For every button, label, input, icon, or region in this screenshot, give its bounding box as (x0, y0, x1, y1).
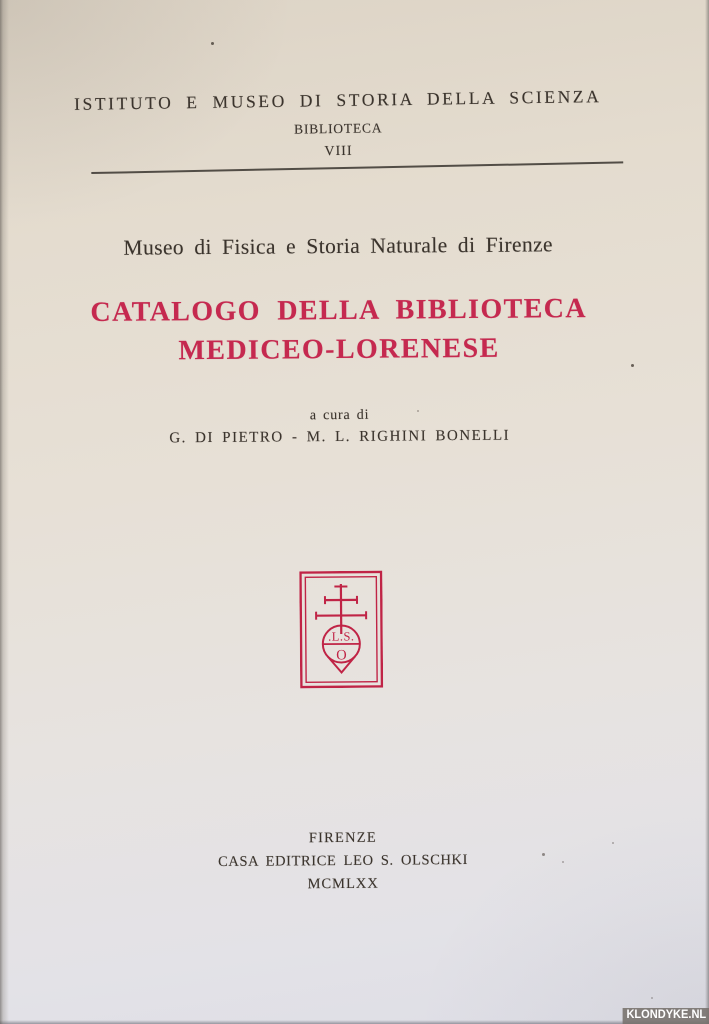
device-monogram-bottom: O (336, 647, 347, 664)
imprint-city: FIRENZE (308, 829, 377, 847)
paper-speck (612, 842, 614, 844)
watermark-badge: KLONDYKE.NL (623, 1008, 709, 1024)
imprint-year: MCMLXX (307, 875, 379, 893)
paper-speck (651, 997, 653, 999)
institute-name: ISTITUTO E MUSEO DI STORIA DELLA SCIENZA (74, 86, 602, 114)
lorraine-cross-icon (316, 584, 366, 634)
museum-name: Museo di Fisica e Storia Naturale di Firenze (123, 232, 554, 260)
series-header (0, 0, 676, 160)
curated-by-label: a cura di (309, 407, 370, 424)
series-volume-number: VIII (324, 143, 353, 160)
device-orb (323, 625, 360, 672)
paper-speck (417, 410, 419, 412)
header-divider-rule (91, 161, 623, 173)
editors-names: G. DI PIETRO - M. L. RIGHINI BONELLI (169, 427, 511, 447)
device-monogram-top: .L.S. (327, 629, 355, 644)
series-name: BIBLIOTECA (293, 120, 383, 137)
imprint-publisher: CASA EDITRICE LEO S. OLSCHKI (218, 852, 469, 870)
book-title (0, 288, 679, 371)
book-title-line1: CATALOGO DELLA BIBLIOTECA (90, 293, 588, 328)
paper-speck (542, 853, 545, 856)
paper-speck (631, 364, 634, 367)
paper-speck (211, 42, 214, 45)
olschki-printer-device-icon (299, 571, 383, 689)
book-title-line2: MEDICEO-LORENESE (178, 332, 500, 367)
paper-speck (562, 861, 564, 863)
